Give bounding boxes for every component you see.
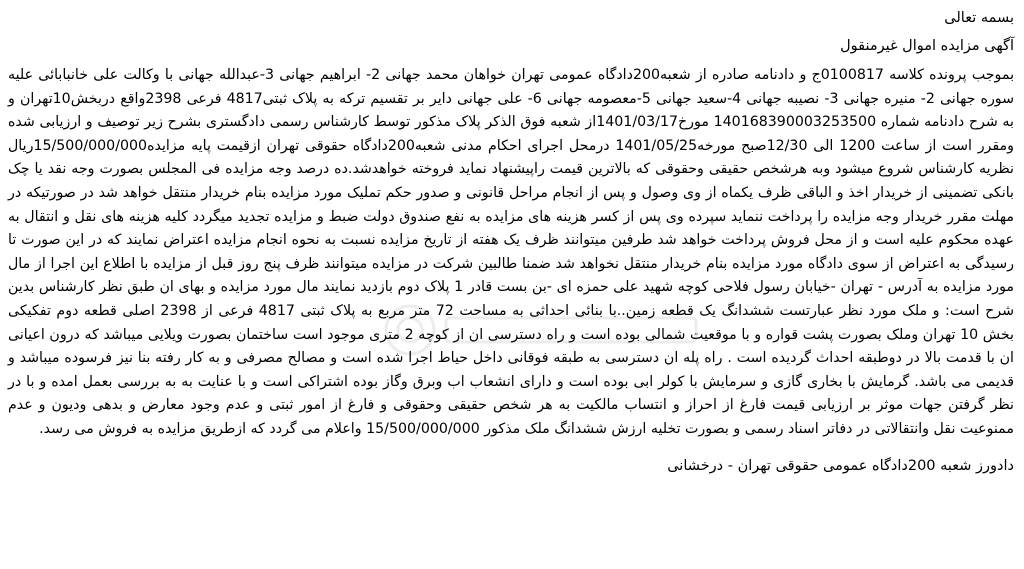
notice-signature: دادورز شعبه 200دادگاه عمومی حقوقی تهران - درخشانی bbox=[667, 457, 1014, 474]
auction-notice bbox=[8, 4, 1014, 478]
notice-title: آگهی مزایده اموال غیرمنقول bbox=[840, 38, 1014, 54]
bismillah-heading: بسمه تعالی bbox=[944, 10, 1014, 26]
notice-body: بموجب پرونده کلاسه 0100817ج و دادنامه صادره از شعبه200دادگاه عمومی تهران خواهان محمد جهانی 2- ابراهیم جهانی 3-عبدالله جهانی با وکالت علی خانبابائی علیه سوره جهانی 2- منیره جهانی 3- نصیبه جهانی 4-سعید جهانی 5-معصومه جهانی 6- علی جهانی دایر بر تقسیم ترکه به پلاک ثبتی4817 فرعی 2398واقع دربخش10تهران و به شرح دادنامه شماره 140168390003253500 مورخ1401/03/17از شعبه فوق الذکر پلاک مذکور توسط کارشناس رسمی دادگستری بشرح زیر توصیف و ارزیابی شده ومقرر است از ساعت 1200 الی 12/30صبح مورخه1401/05/25 درمحل اجرای احکام مدنی شعبه200دادگاه حقوقی تهران ازقیمت پایه مزایده15/500/000/000ریال نظریه کارشناس شروع میشود وبه هرشخص حقیقی وحقوقی که بالاترین قیمت راپیشنهاد نماید فروخته خواهدشد.ده درصد وجه مزایده فی المجلس بصورت وجه نقد یا چک بانکی تضمینی از خریدار اخذ و الباقی ظرف یکماه از وی وصول و پس از انجام مراحل قانونی و صدور حکم تملیک مورد مزایده بنام خریدار منتقل خواهد شد در صورتیکه در مهلت مقرر خریدار وجه مزایده را پرداخت ننماید سپرده وی پس از کسر هزینه های مزایده به نفع صندوق دولت ضبط و مزایده تجدید میگردد کلیه هزینه های نقل و انتقال به عهده محکوم علیه است و از محل فروش پرداخت خواهد شد طرفین میتوانند ظرف یک هفته از تاریخ مزایده نسبت به نحوه انجام مزایده اعتراض نمایند که در این صورت تا رسیدگی به اعتراض از سوی دادگاه مورد مزایده بنام خریدار منتقل نخواهد شد ضمنا طالبین شرکت در مزایده میتوانند ظرف پنج روز قبل از مزایده با اطلاع این اجرا از مال مورد مزایده به آدرس - تهران -خیابان رسول فلاحی کوچه شهید علی حمزه ای -بن بست قادر 1 پلاک دوم بازدید نمایند مال مورد مزایده و بهای ان طبق نظر کارشناس بدین شرح است: و ملک مورد نظر عبارتست ششدانگ یک قطعه زمین..با بنائی احداثی به مساحت 72 متر مربع به پلاک ثبتی 4817 فرعی از 2398 اصلی قطعه دوم تفکیکی بخش 10 تهران وملک بصورت پشت قواره و با موقعیت شمالی بوده است و راه دسترسی ان از کوچه 2 متری موجود است ساختمان بصورت ویلایی میباشد که درون اعیانی ان با قدمت بالا در دوطبقه احداث گردیده است . راه پله ان دسترسی به طبقه فوقانی داخل حیاط اجرا شده است و مصالح مصرفی و به کار رفته بنا نیز فرسوده میباشد و قدیمی می باشد. گرمایش با بخاری گازی و سرمایش با کولر ابی بوده است و دارای انشعاب اب وبرق وگاز بوده اشتراکی است و با عنایت به به بررسی بعمل امده و با در نظر گرفتن جهات موثر بر ارزیابی قیمت فارغ از احراز و انتساب مالکیت به هر شخص حقیقی وحقوقی و فارغ از امور ثبتی و عدم وجود معارض و بدهی ودیون و عدم ممنوعیت نقل وانتقالاتی در دفاتر اسناد رسمی و بصورت تخلیه ارزش ششدانگ ملک مذکور 15/500/000/000 واعلام می گردد که ازطریق مزایده به فروش می رسد. bbox=[8, 67, 1015, 437]
